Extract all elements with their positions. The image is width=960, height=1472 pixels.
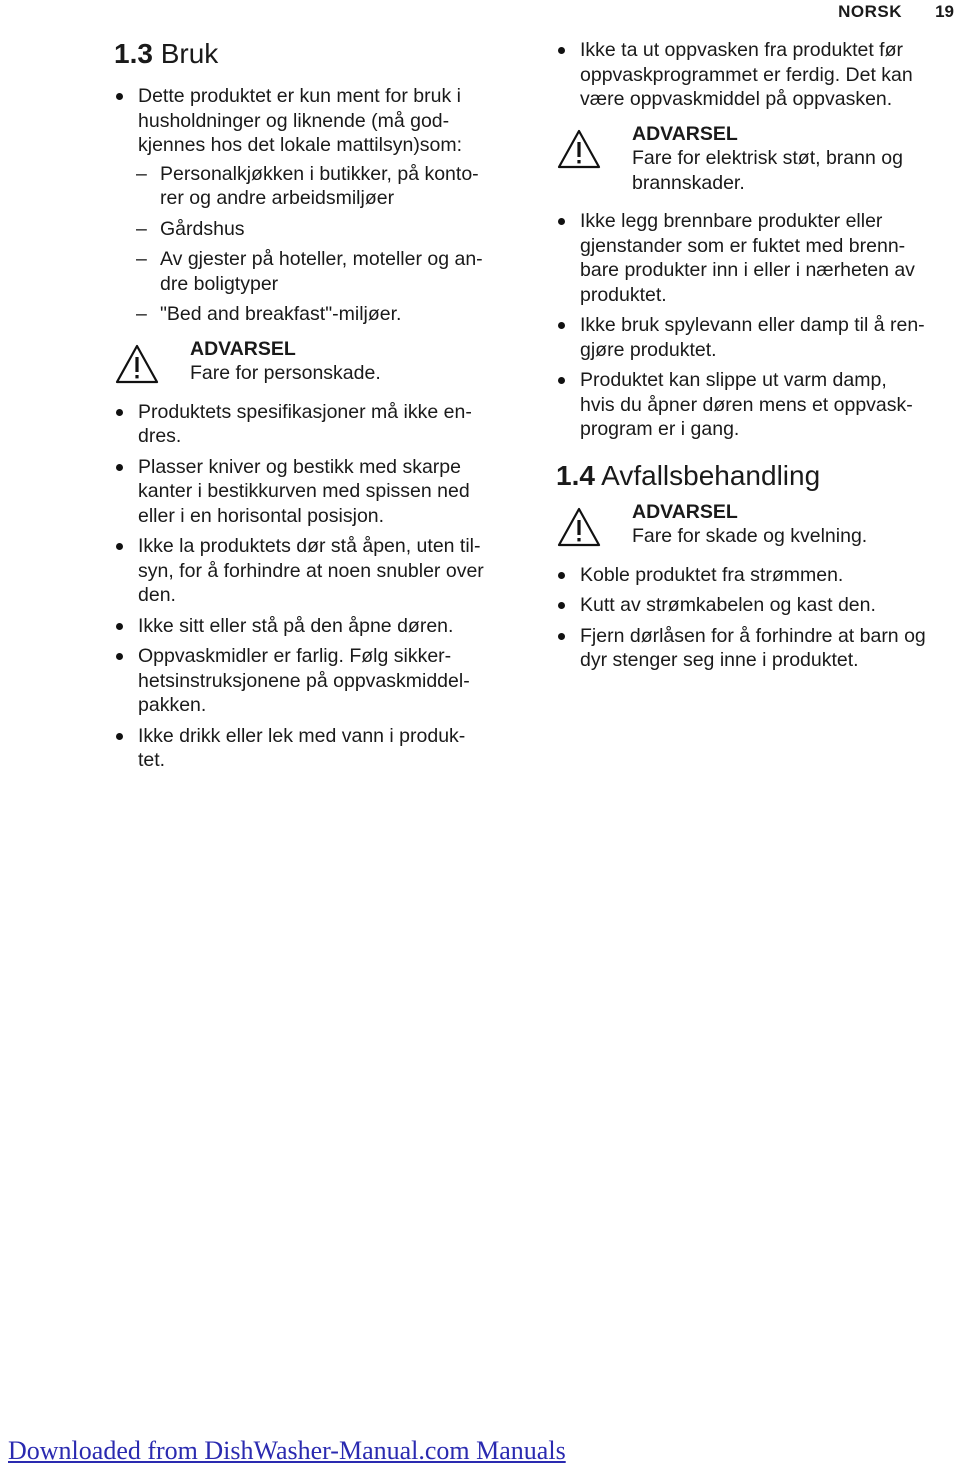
warning-triangle-icon [556, 506, 602, 548]
warning-triangle-icon [114, 343, 160, 385]
text-line: – "Bed and breakfast"-miljøer. [160, 303, 402, 325]
section-title-text: Avfallsbehandling [601, 459, 821, 491]
text-line: Ikke la produktets dør stå åpen, uten til- [138, 535, 481, 557]
section-title-text: Bruk [160, 38, 219, 69]
warning-text: Fare for elektrisk støt, brann og [632, 147, 903, 169]
text-line: være oppvaskmiddel på oppvasken. [580, 88, 893, 110]
text-line: – Gårdshus [160, 217, 245, 240]
text-line: syn, for å forhindre at noen snubler over [138, 559, 484, 582]
text-line: Fjern dørlåsen for å forhindre at barn og [580, 624, 926, 647]
left-content [114, 84, 534, 779]
usage-list [114, 84, 534, 327]
text-line: den. [138, 584, 176, 606]
list-item [556, 368, 960, 442]
text-line: – Av gjester på hoteller, moteller og an- [160, 248, 483, 270]
text-line: Oppvaskmidler er farlig. Følg sikker- [138, 645, 452, 667]
warning-box-suffocation [556, 500, 960, 549]
text-line: Koble produktet fra strømmen. [580, 563, 844, 586]
section-number: 1.3 [114, 38, 153, 69]
sublist-item [114, 247, 534, 296]
download-source-link[interactable]: Downloaded from DishWasher-Manual.com Manuals [8, 1436, 566, 1465]
list-item [114, 724, 534, 773]
section-title-bruk [114, 38, 218, 70]
text-line: Dette produktet er kun ment for bruk i [138, 85, 461, 107]
text-line: dres. [138, 425, 182, 447]
text-line: hetsinstruksjonene på oppvaskmiddel- [138, 669, 470, 692]
text-line: Plasser kniver og bestikk med skarpe [138, 455, 461, 478]
right-content [556, 38, 960, 679]
usage-sublist [138, 162, 534, 327]
text-line: bare produkter inn i eller i nærheten av [580, 259, 915, 281]
text-line: eller i en horisontal posisjon. [138, 504, 385, 527]
list-item [114, 84, 534, 327]
text-line: kanter i bestikkurven med spissen ned [138, 480, 470, 502]
warning-title: ADVARSEL [632, 122, 738, 145]
text-line: Ikke legg brennbare produkter eller [580, 210, 883, 232]
text-line: Produktets spesifikasjoner må ikke en- [138, 400, 472, 423]
text-line: pakken. [138, 694, 207, 716]
language-label: NORSK [838, 2, 902, 21]
section-number: 1.4 [556, 459, 595, 491]
list-item [114, 400, 534, 449]
sublist-item [114, 217, 534, 242]
list-item [556, 624, 960, 673]
text-line: Kutt av strømkabelen og kast den. [580, 594, 876, 616]
warning-text: brannskader. [632, 171, 745, 194]
list-item [114, 455, 534, 529]
warning-text: Fare for personskade. [190, 362, 381, 384]
warning-title: ADVARSEL [632, 500, 738, 523]
disposal-list [556, 563, 960, 673]
list-item [556, 313, 960, 362]
warning-box-electric-shock [556, 122, 960, 196]
warning-box-personal-injury [114, 337, 534, 386]
list-item [114, 534, 534, 608]
text-line: dre boligtyper [160, 272, 279, 295]
text-line: hvis du åpner døren mens et oppvask- [580, 393, 913, 416]
list-item [114, 614, 534, 639]
page-header [0, 0, 960, 30]
text-line: Ikke sitt eller stå på den åpne døren. [138, 614, 454, 637]
text-line: Ikke ta ut oppvasken fra produktet før [580, 39, 903, 61]
section-title-avfallsbehandling [556, 460, 960, 492]
text-line: oppvaskprogrammet er ferdig. Det kan [580, 63, 913, 86]
list-item [556, 593, 960, 618]
text-line: gjøre produktet. [580, 338, 717, 361]
text-line: husholdninger og liknende (må god- [138, 109, 450, 132]
list-item [556, 209, 960, 307]
text-line: gjenstander som er fuktet med brenn- [580, 234, 906, 257]
page-number: 19 [935, 2, 954, 21]
text-line: dyr stenger seg inne i produktet. [580, 649, 859, 671]
text-line: program er i gang. [580, 418, 740, 440]
sublist-item [114, 302, 534, 327]
list-item [114, 644, 534, 718]
warning-triangle-icon [556, 128, 602, 170]
text-line: produktet. [580, 283, 667, 306]
unload-list [556, 38, 960, 112]
list-item [556, 563, 960, 588]
safety-list [114, 400, 534, 773]
sublist-item [114, 162, 534, 211]
text-line: kjennes hos det lokale mattilsyn)som: [138, 134, 463, 156]
text-line: Ikke drikk eller lek med vann i produk- [138, 724, 466, 747]
text-line: – Personalkjøkken i butikker, på konto- [160, 162, 479, 185]
text-line: tet. [138, 749, 166, 771]
text-line: Produktet kan slippe ut varm damp, [580, 369, 887, 391]
text-line: rer og andre arbeidsmiljøer [160, 187, 395, 209]
warning-title: ADVARSEL [190, 337, 296, 360]
warning-text: Fare for skade og kvelning. [632, 525, 868, 547]
fire-safety-list [556, 209, 960, 442]
list-item [556, 38, 960, 112]
text-line: Ikke bruk spylevann eller damp til å ren- [580, 314, 925, 336]
